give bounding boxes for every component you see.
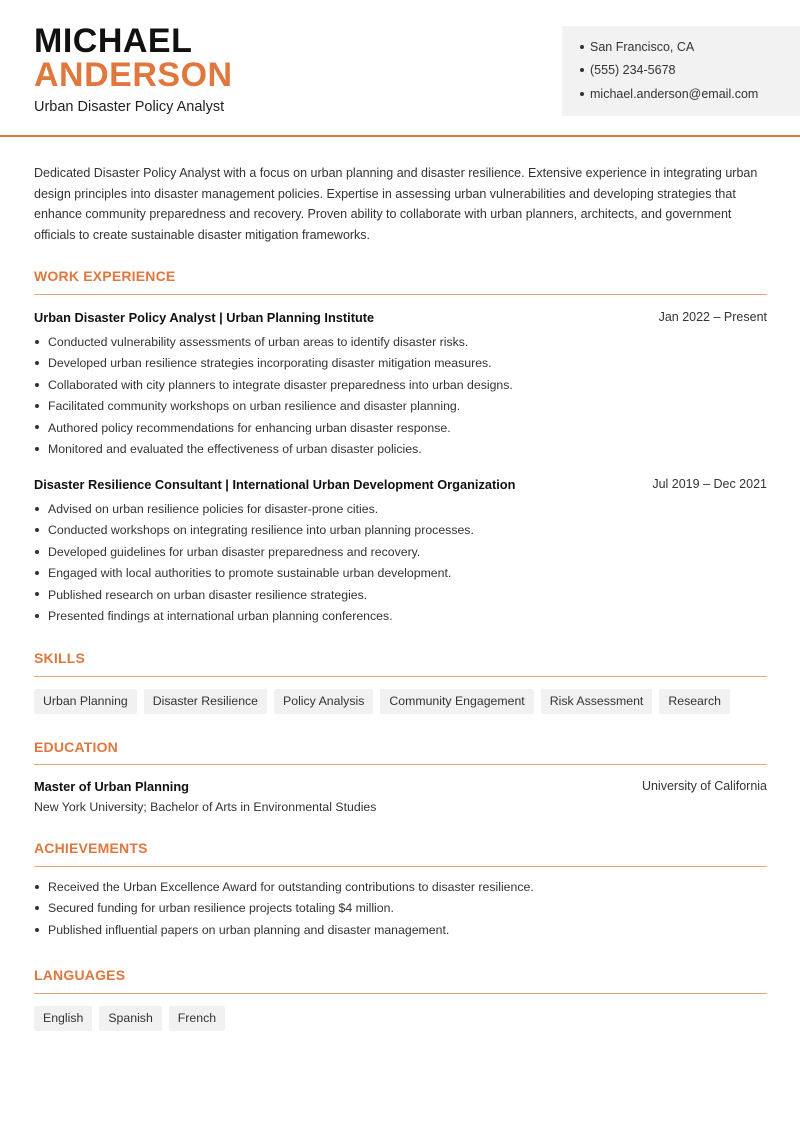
bullet-text: Facilitated community workshops on urban resilience and disaster planning.: [48, 399, 461, 414]
list-item: [34, 585, 474, 606]
bullet-text: Conducted vulnerability assessments of urban areas to identify disaster risks.: [48, 335, 469, 349]
bullet-icon: [580, 45, 584, 49]
bullet-icon: [35, 885, 39, 889]
bullet-icon: [35, 404, 39, 408]
list-item: [34, 439, 513, 460]
skill-tag: Policy Analysis: [274, 689, 373, 714]
list-item: [34, 396, 513, 417]
section-title-skills: SKILLS: [34, 650, 85, 666]
bullet-text: Published influential papers on urban planning and disaster management.: [48, 922, 450, 937]
skill-tag: Disaster Resilience: [144, 689, 267, 714]
bullet-text: Presented findings at international urban planning conferences.: [48, 608, 393, 623]
summary-paragraph: Dedicated Disaster Policy Analyst with a focus on urban planning and disaster resilience. Extensive experience in integrating urban design principles into disaster management policies. Expertise in assessing urban vulnerabilities and developing strategies that enhance community preparedness and recovery. Proven ability to collaborate with urban planners, architects, and government officials to create sustainable disaster mitigation frameworks.: [34, 166, 758, 243]
bullet-icon: [35, 340, 39, 344]
achievements-list: [34, 877, 534, 941]
education-detail: New York University; Bachelor of Arts in Environmental Studies: [34, 800, 377, 814]
section-divider: [34, 676, 767, 677]
list-item: [34, 499, 474, 520]
list-item: [34, 898, 534, 919]
job-date: Jan 2022 – Present: [658, 310, 767, 324]
skills-list: [34, 689, 730, 714]
language-tag: English: [34, 1006, 92, 1031]
bullet-text: Collaborated with city planners to integrate disaster preparedness into urban designs.: [48, 377, 513, 392]
list-item: [34, 418, 513, 439]
section-divider: [34, 993, 767, 994]
language-tag: French: [169, 1006, 225, 1031]
email-text: michael.anderson@email.com: [590, 87, 759, 101]
section-divider: [34, 866, 767, 867]
bullet-text: Developed urban resilience strategies incorporating disaster mitigation measures.: [48, 356, 492, 371]
bullet-text: Monitored and evaluated the effectiveness of urban disaster policies.: [48, 441, 422, 456]
section-divider: [34, 764, 767, 765]
bullet-text: Engaged with local authorities to promote sustainable urban development.: [48, 566, 452, 581]
bullet-icon: [35, 928, 39, 932]
bullet-icon: [35, 906, 39, 910]
last-name: ANDERSON: [34, 56, 233, 94]
job-role: Urban Disaster Policy Analyst: [34, 99, 225, 115]
bullet-icon: [35, 592, 39, 596]
bullet-icon: [580, 68, 584, 72]
job-bullets: [34, 499, 474, 627]
location-text: San Francisco, CA: [590, 40, 695, 54]
bullet-icon: [35, 507, 39, 511]
list-item: [34, 332, 513, 353]
bullet-icon: [35, 571, 39, 575]
section-title-work: WORK EXPERIENCE: [34, 268, 176, 284]
job-bullets: [34, 332, 513, 460]
contact-location: [580, 40, 694, 54]
section-title-education: EDUCATION: [34, 739, 118, 755]
section-title-achievements: ACHIEVEMENTS: [34, 840, 148, 856]
list-item: [34, 353, 513, 374]
list-item: [34, 542, 474, 563]
job-title: Urban Disaster Policy Analyst | Urban Planning Institute: [34, 310, 375, 325]
list-item: [34, 606, 474, 627]
languages-list: [34, 1006, 225, 1031]
education-degree: Master of Urban Planning: [34, 779, 189, 794]
bullet-icon: [35, 528, 39, 532]
phone-text: (555) 234-5678: [590, 63, 676, 77]
bullet-icon: [35, 383, 39, 387]
bullet-text: Published research on urban disaster resilience strategies.: [48, 587, 368, 602]
bullet-text: Secured funding for urban resilience projects totaling $4 million.: [48, 901, 394, 916]
skill-tag: Community Engagement: [380, 689, 533, 714]
first-name: MICHAEL: [34, 22, 193, 60]
job-date: Jul 2019 – Dec 2021: [652, 477, 767, 491]
resume-header: [0, 0, 800, 137]
bullet-text: Advised on urban resilience policies for disaster-prone cities.: [48, 502, 379, 516]
list-item: [34, 877, 534, 898]
education-school: University of California: [641, 779, 767, 793]
section-title-languages: LANGUAGES: [34, 967, 126, 983]
contact-box: [562, 26, 800, 116]
contact-phone: [580, 63, 675, 77]
skill-tag: Research: [659, 689, 730, 714]
list-item: [34, 375, 513, 396]
bullet-icon: [580, 92, 584, 96]
bullet-icon: [35, 361, 39, 365]
bullet-text: Authored policy recommendations for enhancing urban disaster response.: [48, 420, 451, 435]
list-item: [34, 920, 534, 941]
skill-tag: Risk Assessment: [541, 689, 653, 714]
skill-tag: Urban Planning: [34, 689, 137, 714]
language-tag: Spanish: [99, 1006, 161, 1031]
bullet-icon: [35, 447, 39, 451]
contact-email: [580, 87, 758, 101]
section-divider: [34, 294, 767, 295]
list-item: [34, 563, 474, 584]
list-item: [34, 520, 474, 541]
bullet-text: Conducted workshops on integrating resilience into urban planning processes.: [48, 523, 474, 538]
bullet-text: Developed guidelines for urban disaster preparedness and recovery.: [48, 544, 421, 559]
bullet-icon: [35, 614, 39, 618]
bullet-icon: [35, 550, 39, 554]
bullet-text: Received the Urban Excellence Award for outstanding contributions to disaster resilience.: [48, 880, 534, 894]
bullet-icon: [35, 425, 39, 429]
job-title: Disaster Resilience Consultant | International Urban Development Organization: [34, 477, 516, 492]
